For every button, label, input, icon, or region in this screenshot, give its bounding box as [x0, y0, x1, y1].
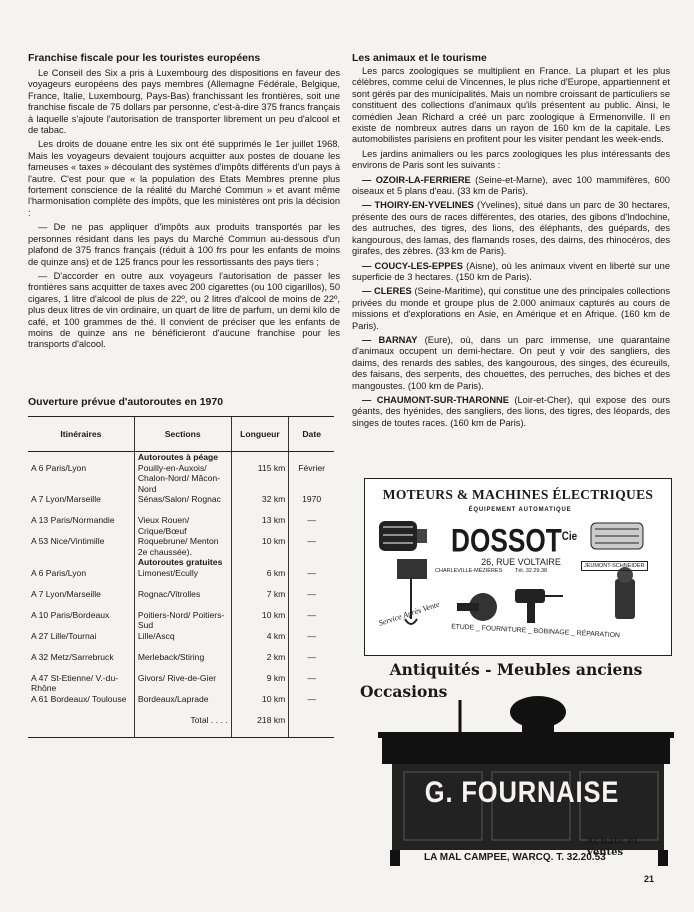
ad-sub: ÉQUIPEMENT AUTOMATIQUE	[468, 507, 572, 513]
drill-icon	[515, 589, 563, 623]
zoo-item: — OZOIR-LA-FERRIERE (Seine-et-Marne), avec 100 mammifères, 600 oiseaux et 5 plans d'eau. (33 km de Paris).	[352, 174, 670, 197]
zoo-item: — CLERES (Seine-Maritime), qui constitue une des principales collections privées du monde et groupe plus de 2.000 animaux capturés au cours de missions et d'explorations en Asie, en Amérique et en Afrique. (160 km de Paris).	[352, 286, 670, 331]
fournaise-advertisement	[352, 660, 678, 872]
ad-headline: MOTEURS & MACHINES ÉLECTRIQUES	[382, 487, 654, 502]
ad2-line4: LA MAL CAMPEE, WARCQ. T. 32.20.53	[424, 852, 606, 863]
table-row: A 61 Bordeaux/ Toulouse Bordeaux/Laprade 10 km —	[28, 694, 334, 715]
tureen-icon	[510, 696, 566, 732]
table-title: Ouverture prévue d'autoroutes en 1970	[28, 396, 224, 408]
motor-icon	[591, 523, 643, 549]
table-row: A 7 Lyon/Marseille Sénas/Salon/ Rognac 32 km 1970	[28, 494, 334, 515]
table-row: A 7 Lyon/Marseille Rognac/Vitrolles 7 km —	[28, 589, 334, 610]
candlestick-icon	[452, 700, 468, 736]
pump-icon	[615, 567, 635, 619]
paragraph: Les parcs zoologiques se multiplient en France. La plupart et les plus célèbres, comme celui de Vincennes, le plus riche d'Europe, appartiennent et sont gérés par des municipalités. Mais un nombre croissant de particuliers se constituent des collections d'animaux qu'ils présentent au public. Ainsi, le comédien Jean Richard a créé un parc zoologique à Ermenonville. Il en existe de nombreux autres dans un rayon de 160 km de la capitale. Les automobilistes parisiens en profitent pour les visiter pendant les week-ends.	[352, 66, 670, 145]
left-column	[28, 52, 340, 354]
header-date: Date	[289, 417, 334, 452]
ad2-line1: Antiquités - Meubles anciens	[389, 660, 643, 679]
header-longueur: Longueur	[231, 417, 289, 452]
table-row: A 10 Paris/Bordeaux Poitiers-Nord/ Poitiers-Sud 10 km —	[28, 610, 334, 631]
header-sections: Sections	[134, 417, 231, 452]
grinder-icon	[457, 593, 497, 621]
ad-partner: JEUMONT-SCHNEIDER	[581, 561, 648, 571]
article-title-animaux: Les animaux et le tourisme	[352, 52, 487, 64]
article-title-franchise: Franchise fiscale pour les touristes européens	[28, 52, 261, 64]
header-itineraires: Itinéraires	[28, 417, 134, 452]
zoo-item: — BARNAY (Eure), où, dans un parc immense, une quarantaine d'animaux occupent un demi-hectare. On peut y voir des sangliers, des daims, des renards des sables, des kangourous, des singes, des écureuils, des faisans, des serpents, des chouettes, des perruches, des biches et des mangoustes. (100 km de Paris).	[352, 334, 670, 391]
paragraph: Les droits de douane entre les six ont été supprimés le 1er juillet 1968. Mais les voyageurs devaient toujours acquitter aux postes de douane les fameuses « taxes » découlant des systèmes d'impôts différents d'un pays à l'autre. C'est pour que « la population des Etats Membres prenne plus fortement conscience de la réalité du Marché Commun » et avant même l'harmonisation complète des impôts, que les ministères ont pris la décision :	[28, 139, 340, 218]
total-row: Total . . . . 218 km	[28, 715, 334, 738]
dossot-advertisement	[364, 478, 672, 656]
paragraph: Les jardins animaliers ou les parcs zoologiques les plus intéressants des environs de Paris sont les suivants :	[352, 148, 670, 171]
ad-city: CHARLEVILLE-MÉZIÈRES	[435, 568, 503, 574]
section-peage: Autoroutes à péage	[134, 452, 231, 463]
brand-logo: $DOSSOT^{Cie}$	[451, 522, 578, 559]
table-row: A 53 Nice/Vintimille Roquebrune/ Menton 2e chaussée). 10 km —	[28, 536, 334, 557]
right-column	[352, 52, 670, 432]
ad2-line3: Achats et Ventes	[586, 836, 639, 858]
table-row: A 32 Metz/Sarrebruck Merleback/Stiring 2 km —	[28, 652, 334, 673]
table-row: A 27 Lille/Tournai Lille/Ascq 4 km —	[28, 631, 334, 652]
zoo-item: — CHAUMONT-SUR-THARONNE (Loir-et-Cher), qui expose des ours géants, des hyénides, des sangliers, des lions, des tigres, des léopards, des singes de toutes races. (160 km de Paris).	[352, 394, 670, 428]
ad-address: 26, RUE VOLTAIRE	[481, 557, 561, 567]
zoo-item: — COUCY-LES-EPPES (Aisne), où les animaux vivent en liberté sur une superficie de 3 hectares. (150 km de Paris).	[352, 260, 670, 282]
ad-slogan: Service Après Vente	[377, 599, 441, 628]
table-row: A 6 Paris/Lyon Pouilly-en-Auxois/ Chalon-Nord/ Mâcon-Nord 115 km Février	[28, 463, 334, 495]
table-row: A 47 St-Etienne/ V.-du-Rhône Givors/ Rive-de-Gier 9 km —	[28, 673, 334, 694]
ad-tel: Tél. 32.29.38	[515, 568, 548, 574]
ad2-brand: G. FOURNAISE	[424, 776, 620, 809]
paragraph: — D'accorder en outre aux voyageurs l'autorisation de passer les frontières sans acquitter de taxes avec 200 cigarettes (ou 100 cigarillos), 50 cigares, 1 litre d'alcool de plus de 22º, ou 2 litres d'alcool de moins de 22º, plus deux litres de vin ordinaire, un quart de litre de parfum, un demi kilo de café, et 100 grammes de thé. Il convient de préciser que les enfants de moins de quinze ans ne bénéficieront d'aucune franchise pour les transports d'alcool.	[28, 270, 340, 350]
autoroutes-table	[28, 416, 334, 738]
ad-services: ETUDE _ FOURNITURE _ BOBINAGE _ RÉPARATION	[450, 623, 621, 640]
table-row: A 6 Paris/Lyon Limonest/Ecully 6 km —	[28, 568, 334, 589]
motor-icon	[379, 521, 427, 551]
paragraph: — De ne pas appliquer d'impôts aux produits transportés par les personnes résidant dans les pays du Marché Commun au-dessous d'un plafond de 375 francs français (réduit à 100 frs pour les enfants de moins de quinze ans) et de 125 francs pour les ressortissants des pays tiers ;	[28, 222, 340, 267]
section-gratuites: Autoroutes gratuites	[134, 557, 231, 568]
ad2-line2: Occasions	[360, 682, 448, 701]
table-row: A 13 Paris/Normandie Vieux Rouen/ Crique/Bœuf 13 km —	[28, 515, 334, 536]
page-number: 21	[644, 874, 655, 884]
paragraph: Le Conseil des Six a pris à Luxembourg des dispositions en faveur des voyageurs européens des pays membres (Allemagne Fédérale, Belgique, France, Italie, Luxembourg, Pays-Bas) franchissant les frontières, soit une franchise fiscale de 75 dollars par personne, c'est-à-dire 375 francs français à laquelle s'ajoute l'autorisation de transporter librement un peu d'alcool et de tabac.	[28, 68, 340, 136]
zoo-item: — THOIRY-EN-YVELINES (Yvelines), situé dans un parc de 30 hectares, présente des ours de races différentes, des otaries, des gibons d'Indochine, des autruches, des tigres, des lions, des éléphants, des guépards, des kangourous, des lamas, des flamands roses, des daims, des rhinocéros, des girafes, des zèbres. (33 km de Paris).	[352, 200, 671, 257]
